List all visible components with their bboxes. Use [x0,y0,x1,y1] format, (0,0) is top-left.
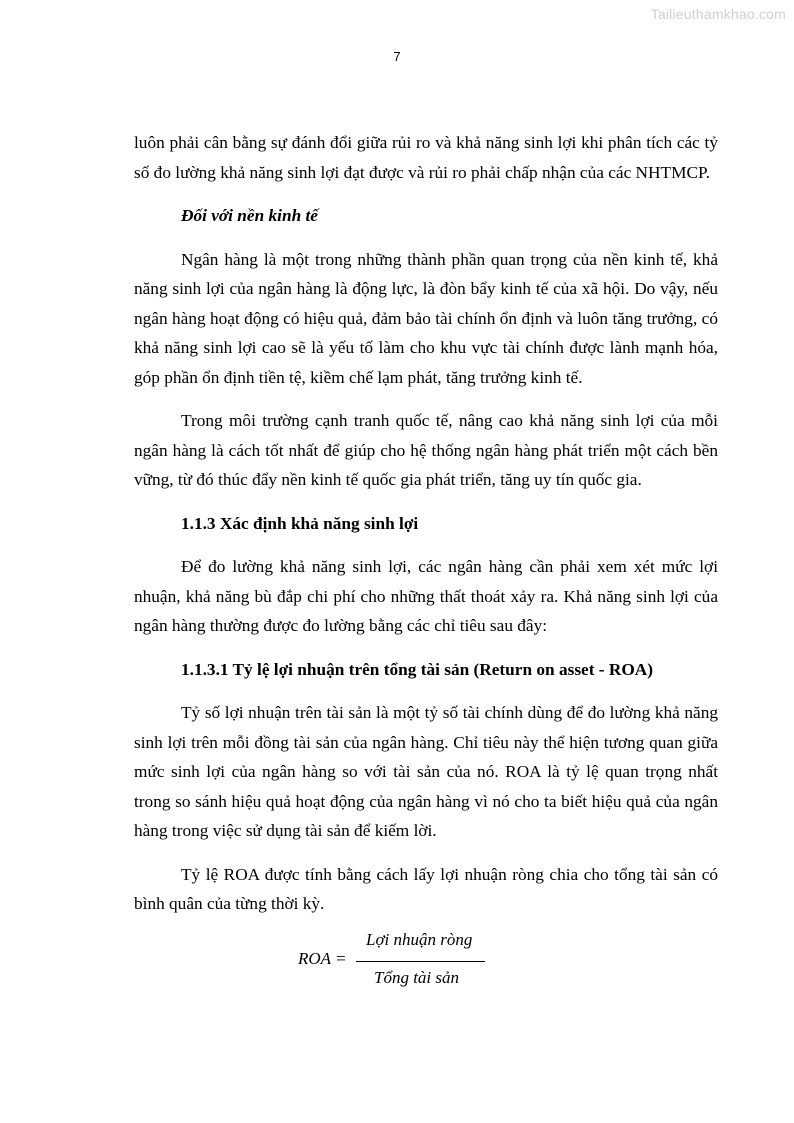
paragraph-2: Ngân hàng là một trong những thành phần quan trọng của nền kinh tế, khả năng sinh lợi của ngân hàng là động lực, là đòn bẩy kinh tế của xã hội. Do vậy, nếu ngân hàng hoạt động có hiệu quả, đảm bảo tài chính ổn định và luôn tăng trưởng, có khả năng sinh lợi cao sẽ là yếu tố làm cho khu vực tài chính được lành mạnh hóa, góp phần ổn định tiền tệ, kiềm chế lạm phát, tăng trưởng kinh tế. [134,249,718,387]
paragraph-6: Tỷ lệ ROA được tính bằng cách lấy lợi nhuận ròng chia cho tổng tài sản có bình quân của từng thời kỳ. [134,864,718,913]
formula-lhs: ROA = [298,949,347,968]
roa-formula [298,930,498,992]
heading-1-1-3: 1.1.3 Xác định khả năng sinh lợi [181,513,419,533]
fraction-bar [356,961,485,962]
paragraph-5: Tỷ số lợi nhuận trên tài sản là một tỷ số tài chính dùng để đo lường khả năng sinh lợi trên mỗi đồng tài sản của ngân hàng. Chỉ tiêu này thể hiện tương quan giữa mức sinh lợi của ngân hàng so với tài sản của nó. ROA là tỷ lệ quan trọng nhất trong so sánh hiệu quả hoạt động của ngân hàng vì nó cho ta biết hiệu quả của ngân hàng trong việc sử dụng tài sản để kiếm lời. [134,703,718,840]
paragraph-4: Để đo lường khả năng sinh lợi, các ngân hàng cần phải xem xét mức lợi nhuận, khả năng bù đắp chi phí cho những thất thoát xảy ra. Khả năng sinh lợi của ngân hàng thường được đo lường bằng các chỉ tiêu sau đây: [134,557,718,635]
paragraph-1: luôn phải cân bằng sự đánh đổi giữa rủi ro và khả năng sinh lợi khi phân tích các tỷ số đo lường khả năng sinh lợi đạt được và rủi ro phải chấp nhận của các NHTMCP. [134,133,718,182]
heading-economy: Đối với nền kinh tế [181,206,318,225]
document-body [134,128,718,919]
formula-numerator: Lợi nhuận ròng [366,930,473,949]
paragraph-3: Trong môi trường cạnh tranh quốc tế, nâng cao khả năng sinh lợi của mỗi ngân hàng là cách tốt nhất để giúp cho hệ thống ngân hàng phát triển một cách bền vững, từ đó thúc đẩy nền kinh tế quốc gia phát triển, tăng uy tín quốc gia. [134,411,718,489]
watermark-text: Tailieuthamkhao.com [650,6,786,22]
heading-1-1-3-1: 1.1.3.1 Tỷ lệ lợi nhuận trên tổng tài sản (Return on asset - ROA) [181,659,654,679]
formula-denominator: Tổng tài sản [374,968,460,987]
page-number: 7 [393,49,401,64]
